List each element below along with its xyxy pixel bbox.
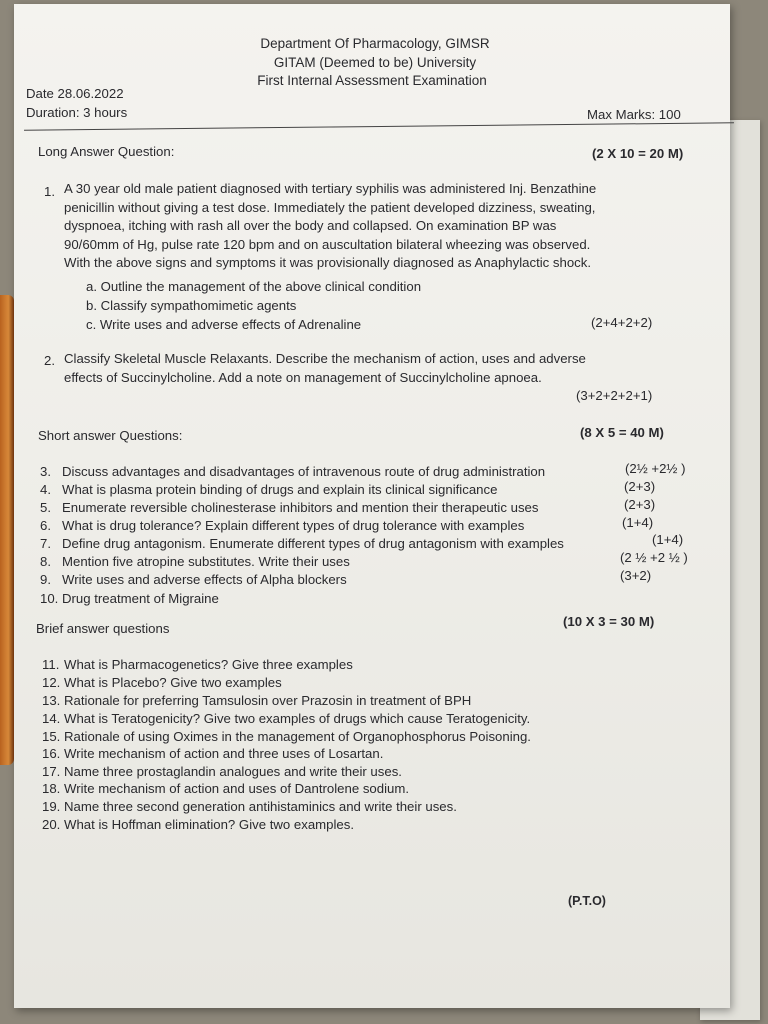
short-question — [40, 518, 524, 534]
department-title: Department Of Pharmacology, GIMSR — [260, 36, 490, 51]
brief-question-number: 20. — [42, 817, 61, 832]
short-question-marks: (2 ½ +2 ½ ) — [620, 550, 688, 565]
short-question-marks: (1+4) — [622, 515, 654, 530]
short-question-marks: (2+3) — [624, 497, 656, 512]
short-question-number: 5. — [40, 500, 51, 515]
short-question — [40, 464, 545, 480]
brief-question — [42, 675, 282, 691]
question-2-line: effects of Succinylcholine. Add a note on management of Succinylcholine apnoea. — [64, 370, 542, 385]
binder-spine — [0, 295, 14, 765]
short-question-text: Enumerate reversible cholinesterase inhibitors and mention their therapeutic uses — [62, 500, 539, 515]
short-question-text: Define drug antagonism. Enumerate different types of drug antagonism with examples — [62, 536, 564, 551]
question-1-text — [64, 180, 596, 273]
brief-question-number: 14. — [42, 711, 61, 726]
brief-answer-heading: Brief answer questions — [36, 621, 170, 636]
brief-question-text: Write mechanism of action and uses of Dantrolene sodium. — [64, 781, 409, 796]
exam-title: First Internal Assessment Examination — [257, 73, 487, 88]
brief-question-text: Write mechanism of action and three uses of Losartan. — [64, 746, 384, 761]
short-answer-marks: (8 X 5 = 40 M) — [580, 425, 664, 440]
brief-answer-marks: (10 X 3 = 30 M) — [563, 614, 655, 629]
brief-question-number: 12. — [42, 675, 61, 690]
short-question — [40, 591, 219, 607]
brief-question-number: 19. — [42, 799, 61, 814]
short-question-text: Discuss advantages and disadvantages of intravenous route of drug administration — [62, 464, 546, 479]
exam-date: Date 28.06.2022 — [26, 86, 124, 101]
exam-duration: Duration: 3 hours — [26, 105, 128, 120]
short-question — [40, 500, 538, 516]
brief-question — [42, 781, 409, 797]
max-marks: Max Marks: 100 — [587, 107, 681, 122]
brief-question-text: What is Pharmacogenetics? Give three examples — [64, 657, 353, 672]
brief-question — [42, 764, 402, 780]
question-1-marks: (2+4+2+2) — [591, 315, 653, 330]
brief-question-number: 17. — [42, 764, 61, 779]
long-answer-marks: (2 X 10 = 20 M) — [592, 146, 684, 161]
brief-question — [42, 817, 354, 833]
question-1-line: penicillin without giving a test dose. Immediately the patient developed dizziness, sweating, — [64, 199, 596, 215]
short-question-text: Mention five atropine substitutes. Write their uses — [62, 554, 350, 569]
short-answer-heading: Short answer Questions: — [38, 428, 183, 443]
university-title: GITAM (Deemed to be) University — [273, 55, 477, 70]
short-question — [40, 554, 350, 570]
question-1-line: dyspnoea, itching with rash all over the body and collapsed. On examination BP was — [64, 218, 557, 233]
question-1a: a. Outline the management of the above clinical condition — [86, 279, 422, 294]
short-question — [40, 482, 497, 498]
short-question — [40, 536, 564, 552]
short-question-number: 9. — [40, 572, 51, 587]
brief-question-number: 15. — [42, 729, 61, 744]
question-1-line: A 30 year old male patient diagnosed with tertiary syphilis was administered Inj. Benzathine — [64, 181, 597, 196]
brief-question-text: What is Teratogenicity? Give two examples of drugs which cause Teratogenicity. — [64, 711, 531, 726]
short-question-marks: (2½ +2½ ) — [625, 461, 686, 476]
short-question-text: What is drug tolerance? Explain different types of drug tolerance with examples — [62, 518, 525, 533]
short-question-number: 10. — [40, 591, 59, 606]
brief-question-number: 13. — [42, 693, 61, 708]
brief-question-text: Rationale for preferring Tamsulosin over Prazosin in treatment of BPH — [64, 693, 472, 708]
please-turn-over: (P.T.O) — [568, 894, 606, 908]
brief-question-text: What is Placebo? Give two examples — [64, 675, 282, 690]
short-question-number: 4. — [40, 482, 51, 497]
short-question-number: 6. — [40, 518, 51, 533]
question-1-line: 90/60mm of Hg, pulse rate 120 bpm and on auscultation bilateral wheezing was observed. — [64, 236, 591, 252]
short-question-text: Write uses and adverse effects of Alpha blockers — [62, 572, 347, 587]
short-question-marks: (1+4) — [652, 532, 684, 547]
brief-question-text: Name three prostaglandin analogues and write their uses. — [64, 764, 402, 779]
brief-question — [42, 729, 531, 745]
short-question-number: 8. — [40, 554, 51, 569]
short-question-marks: (2+3) — [624, 479, 656, 494]
brief-question — [42, 693, 471, 709]
brief-question — [42, 711, 530, 727]
short-question — [40, 572, 347, 588]
short-question-number: 7. — [40, 536, 51, 551]
question-1-line: With the above signs and symptoms it was provisionally diagnosed as Anaphylactic shock. — [64, 255, 592, 270]
short-question-text: Drug treatment of Migraine — [62, 591, 219, 606]
brief-question-number: 18. — [42, 781, 61, 796]
brief-question — [42, 799, 457, 815]
short-question-number: 3. — [40, 464, 51, 479]
long-answer-heading: Long Answer Question: — [38, 144, 175, 159]
brief-question-number: 11. — [42, 657, 60, 672]
brief-question — [42, 746, 383, 762]
question-number: 1. — [44, 184, 55, 199]
question-2-line: Classify Skeletal Muscle Relaxants. Describe the mechanism of action, uses and adverse — [64, 351, 586, 366]
question-number: 2. — [44, 353, 55, 368]
brief-question-text: Name three second generation antihistaminics and write their uses. — [64, 799, 457, 814]
question-1c: c. Write uses and adverse effects of Adrenaline — [86, 317, 362, 332]
question-2-marks: (3+2+2+2+1) — [576, 388, 653, 403]
short-question-marks: (3+2) — [620, 568, 652, 583]
short-question-text: What is plasma protein binding of drugs and explain its clinical significance — [62, 482, 498, 497]
brief-question-text: What is Hoffman elimination? Give two examples. — [64, 817, 355, 832]
brief-question-text: Rationale of using Oximes in the management of Organophosphorus Poisoning. — [64, 729, 531, 744]
brief-question-number: 16. — [42, 746, 61, 761]
question-1b: b. Classify sympathomimetic agents — [86, 298, 297, 313]
brief-question — [42, 657, 353, 673]
